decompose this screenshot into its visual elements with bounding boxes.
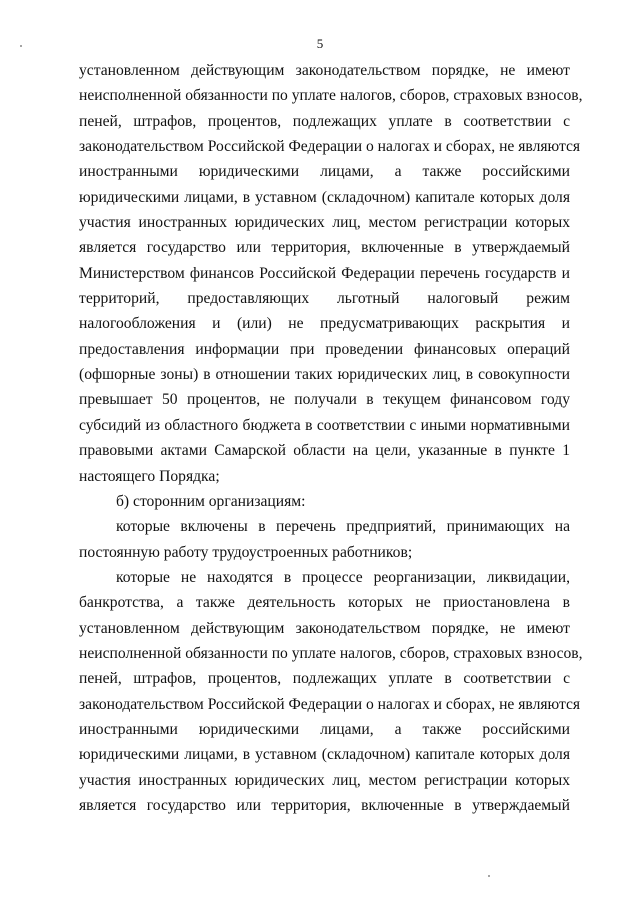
text-line: банкротства, а также деятельность которых не приостановлена в [79,594,570,612]
text-line: (офшорные зоны) в отношении таких юридических лиц, в совокупности [79,366,570,384]
text-line: настоящего Порядка; [79,467,220,485]
text-line: юридическими лицами, в уставном (складочном) капитале которых доля [79,746,570,764]
text-line: которые включены в перечень предприятий, принимающих на [116,518,570,536]
text-line: б) сторонним организациям: [116,492,306,510]
text-line: субсидий из областного бюджета в соответствии с иными нормативными [79,416,570,434]
text-line: является государство или территория, включенные в утверждаемый [79,796,570,814]
text-line: неисполненной обязанности по уплате налогов, сборов, страховых взносов, [79,644,583,662]
text-line: законодательством Российской Федерации о налогах и сборах, не являются [79,695,581,713]
text-line: законодательством Российской Федерации о налогах и сборах, не являются [79,138,581,156]
text-line: юридическими лицами, в уставном (складочном) капитале которых доля [79,188,570,206]
text-line: иностранными юридическими лицами, а также российскими [79,720,570,738]
text-line: пеней, штрафов, процентов, подлежащих уплате в соответствии с [79,112,570,130]
text-line: участия иностранных юридических лиц, местом регистрации которых [79,214,570,232]
text-line: неисполненной обязанности по уплате налогов, сборов, страховых взносов, [79,87,583,105]
text-line: пеней, штрафов, процентов, подлежащих уплате в соответствии с [79,670,570,688]
text-line: предоставления информации при проведении финансовых операций [79,340,570,358]
text-line: постоянную работу трудоустроенных работников; [79,543,413,561]
text-line: которые не находятся в процессе реорганизации, ликвидации, [116,568,570,586]
page-number: 5 [316,36,324,51]
text-line: установленном действующим законодательством порядке, не имеют [79,619,570,637]
text-line: иностранными юридическими лицами, а также российскими [79,163,570,181]
text-line: правовыми актами Самарской области на цели, указанные в пункте 1 [79,442,570,460]
scan-speck [488,875,490,877]
body-text [79,58,583,818]
text-line: превышает 50 процентов, не получали в текущем финансовом году [79,391,570,409]
text-line: установленном действующим законодательством порядке, не имеют [79,62,570,79]
text-line: налогообложения и (или) не предусматривающих раскрытия и [79,315,570,333]
text-line: Министерством финансов Российской Федерации перечень государств и [79,264,570,282]
scan-speck [20,45,22,47]
text-line: территорий, предоставляющих льготный налоговый режим [79,290,570,308]
text-line: участия иностранных юридических лиц, местом регистрации которых [79,771,570,789]
text-line: является государство или территория, включенные в утверждаемый [79,239,570,257]
